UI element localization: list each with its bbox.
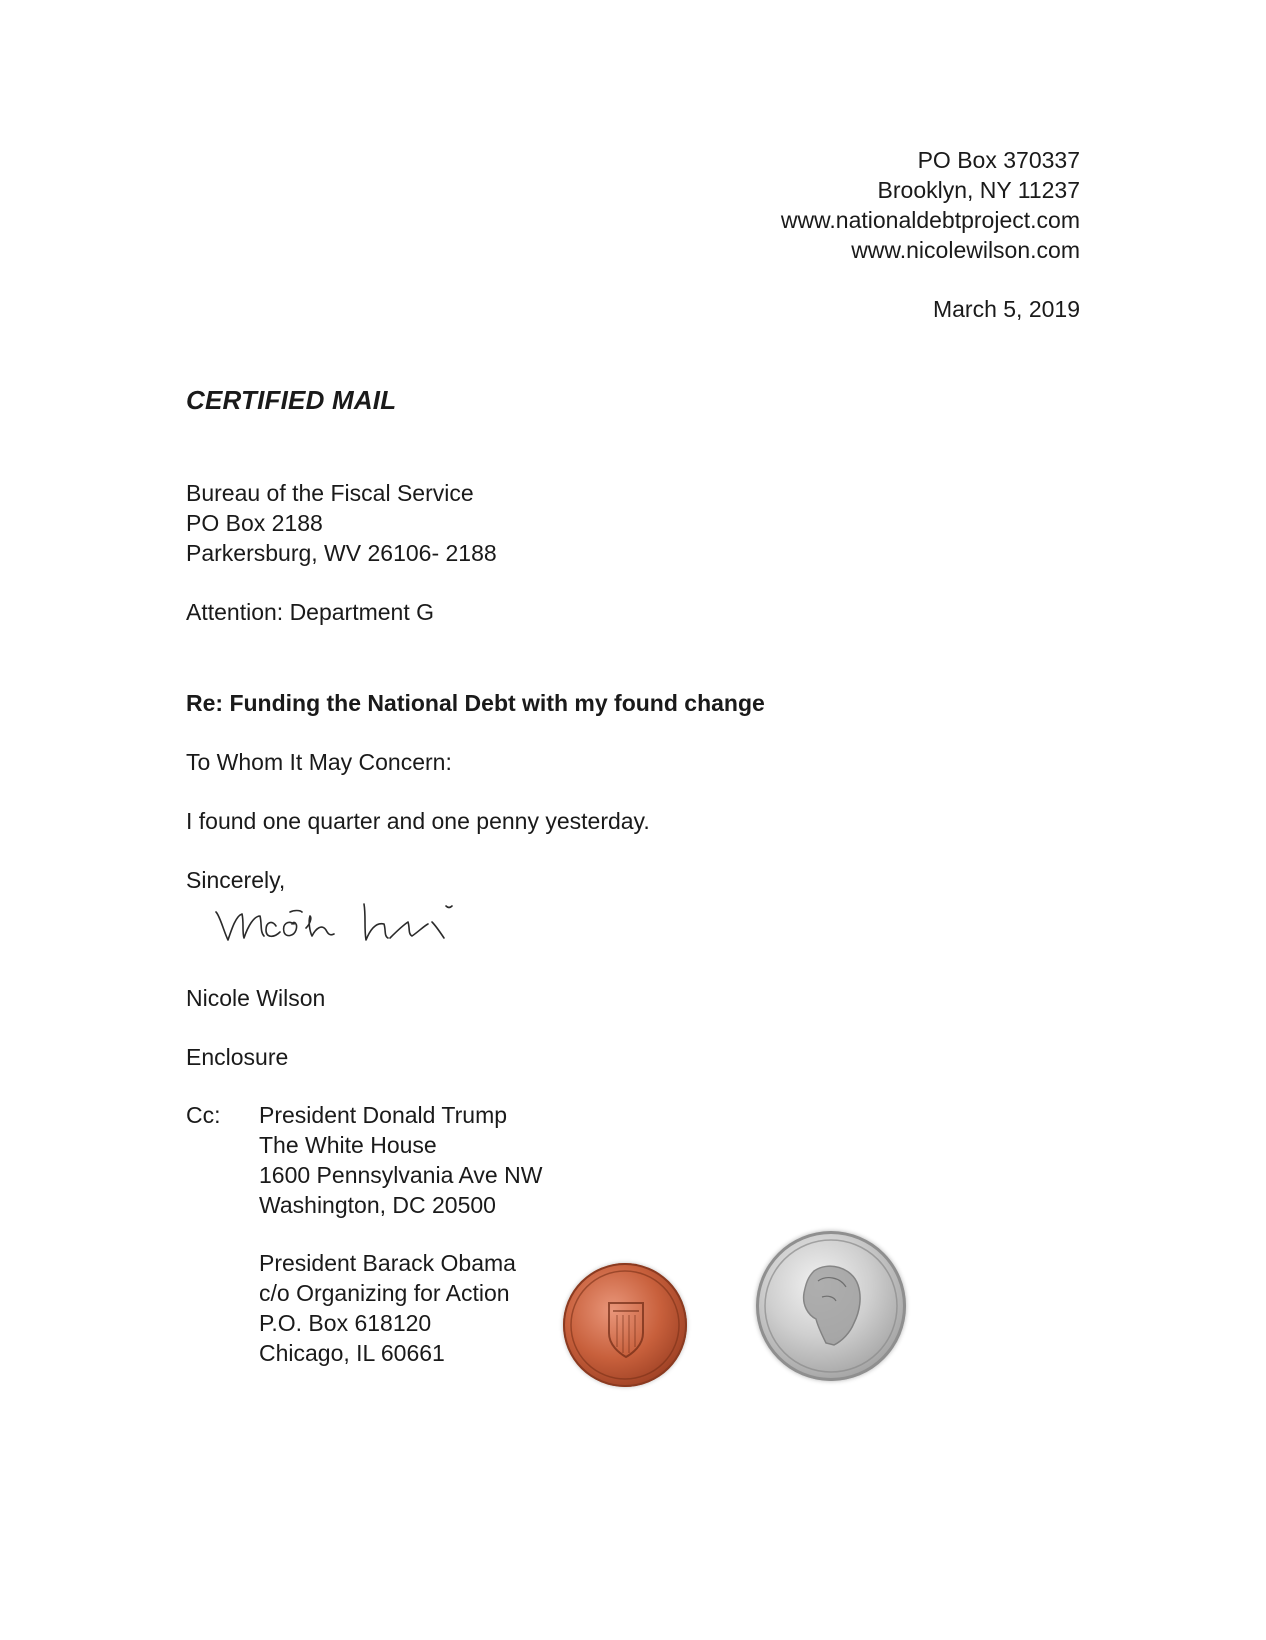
sender-address-line1: PO Box 370337 — [917, 147, 1080, 173]
attention-line: Attention: Department G — [186, 599, 435, 625]
cc-recipient-1-line4: Washington, DC 20500 — [259, 1192, 496, 1218]
recipient-address-line2: Parkersburg, WV 26106- 2188 — [186, 540, 497, 566]
cc-recipient-2 — [259, 1248, 516, 1368]
signer-name: Nicole Wilson — [186, 985, 326, 1011]
sender-website-1: www.nationaldebtproject.com — [780, 207, 1080, 233]
recipient-address-line1: PO Box 2188 — [186, 510, 323, 536]
cc-recipient-2-line4: Chicago, IL 60661 — [259, 1340, 445, 1366]
penny-shield-icon — [563, 1263, 687, 1387]
enclosure-note: Enclosure — [186, 1044, 289, 1070]
penny-coin-image — [563, 1263, 687, 1387]
cc-recipient-2-line3: P.O. Box 618120 — [259, 1310, 432, 1336]
subject-line: Re: Funding the National Debt with my found change — [186, 690, 765, 716]
recipient-name: Bureau of the Fiscal Service — [186, 480, 474, 506]
handwritten-signature — [214, 892, 494, 962]
cc-recipient-2-line2: c/o Organizing for Action — [259, 1280, 510, 1306]
letter-body: I found one quarter and one penny yesterday. — [186, 808, 650, 834]
delivery-method: CERTIFIED MAIL — [186, 385, 397, 415]
cc-recipient-1-line3: 1600 Pennsylvania Ave NW — [259, 1162, 543, 1188]
sender-address-block — [781, 145, 1080, 265]
cc-recipient-1-line2: The White House — [259, 1132, 437, 1158]
cc-recipient-1 — [259, 1100, 542, 1220]
salutation: To Whom It May Concern: — [186, 749, 452, 775]
letter-date: March 5, 2019 — [932, 296, 1080, 322]
quarter-portrait-icon — [756, 1231, 906, 1381]
sender-address-line2: Brooklyn, NY 11237 — [877, 177, 1080, 203]
cc-recipient-2-line1: President Barack Obama — [259, 1250, 516, 1276]
closing: Sincerely, — [186, 867, 286, 893]
sender-website-2: www.nicolewilson.com — [851, 237, 1080, 263]
cc-recipient-1-line1: President Donald Trump — [259, 1102, 508, 1128]
recipient-address-block — [186, 478, 497, 568]
cc-label: Cc: — [186, 1102, 221, 1128]
quarter-coin-image — [756, 1231, 906, 1381]
